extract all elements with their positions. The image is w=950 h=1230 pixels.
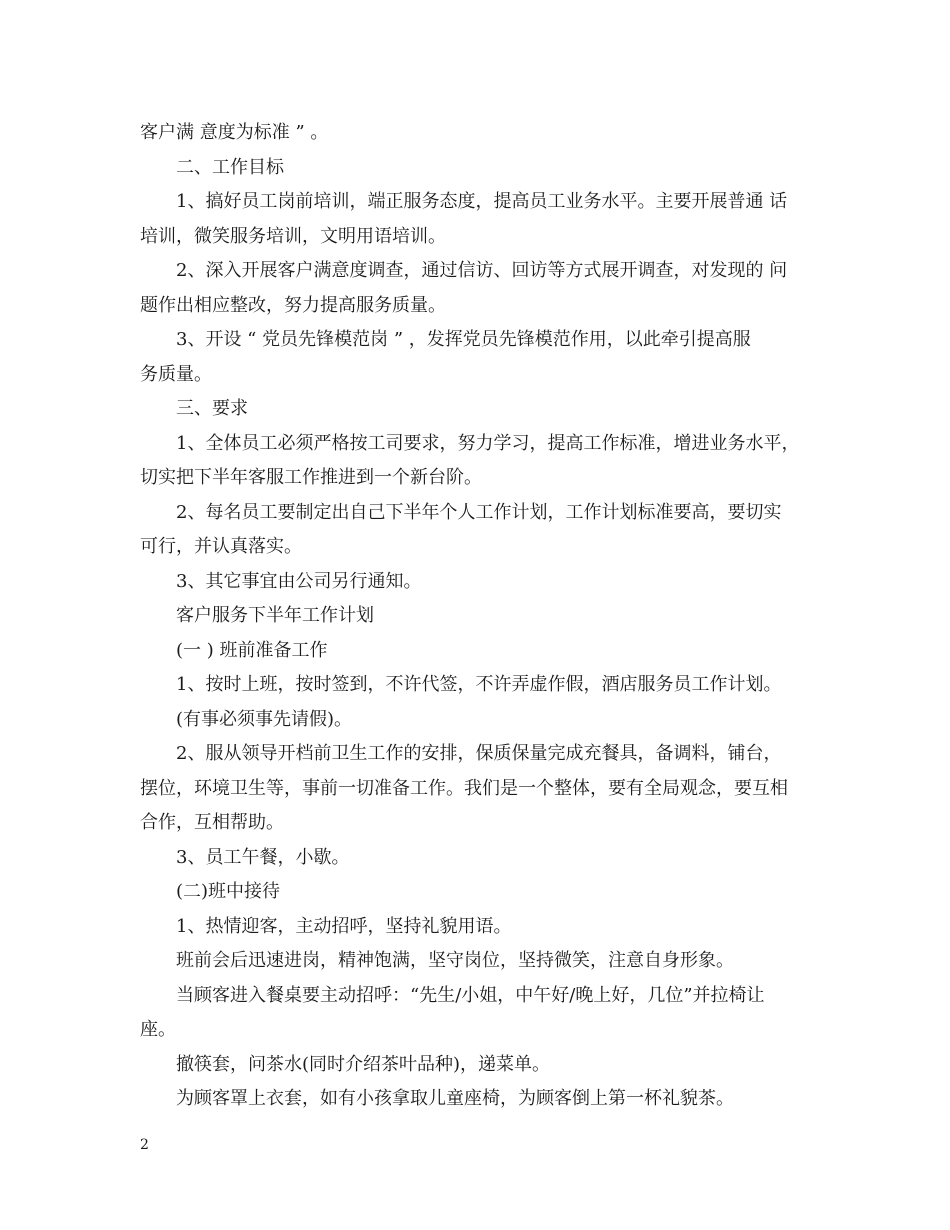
text-line: 2、深入开展客户满意度调查，通过信访、回访等方式展开调查，对发现的 问	[176, 260, 788, 281]
document-body	[140, 116, 812, 1117]
text-line: 1、热情迎客，主动招呼，坚持礼貌用语。	[176, 915, 512, 937]
section-title-plan: 客户服务下半年工作计划	[176, 605, 374, 626]
text-line: 2、每名员工要制定出自己下半年个人工作计划，工作计划标准要高，要切实	[176, 501, 782, 523]
text-line: 3、其它事宜由公司另行通知。	[176, 570, 422, 592]
text-line: 切实把下半年客服工作推进到一个新台阶。	[140, 467, 482, 488]
text-line: 可行，并认真落实。	[140, 536, 302, 557]
text-line: 1、搞好员工岗前培训，端正服务态度，提高员工业务水平。主要开展普通 话	[176, 191, 788, 212]
subsection-heading-preparation: (一 ) 班前准备工作	[176, 639, 328, 661]
text-line: 为顾客罩上衣套，如有小孩拿取儿童座椅，为顾客倒上第一杯礼貌茶。	[176, 1088, 734, 1109]
text-line: 3、员工午餐，小歇。	[176, 846, 350, 868]
subsection-heading-reception: (二)班中接待	[176, 881, 281, 902]
text-line: 摆位，环境卫生等，事前一切准备工作。我们是一个整体，要有全局观念，要互相	[140, 777, 788, 799]
text-line: 培训，微笑服务培训，文明用语培训。	[140, 225, 446, 247]
section-heading-requirements: 三、要求	[176, 398, 248, 419]
text-line: 3、开设 “ 党员先锋模范岗 ” ，发挥党员先锋模范作用，以此牵引提高服	[176, 329, 751, 350]
text-line: 2、服从领导开档前卫生工作的安排，保质保量完成充餐具，备调料，铺台，	[176, 743, 782, 764]
page-number: 2	[140, 1137, 149, 1153]
text-line: 客户满 意度为标准 ” 。	[140, 122, 329, 143]
text-line: 班前会后迅速进岗，精神饱满，坚守岗位，坚持微笑，注意自身形象。	[176, 950, 734, 971]
text-line: 座。	[140, 1019, 176, 1040]
text-line: (有事必须事先请假)。	[176, 708, 353, 730]
text-line: 务质量。	[140, 363, 212, 385]
text-line: 当顾客进入餐桌要主动招呼：“先生/小姐，中午好/晚上好，几位”并拉椅让	[176, 984, 765, 1006]
text-line: 1、按时上班，按时签到，不许代签，不许弄虚作假，酒店服务员工作计划。	[176, 674, 782, 695]
text-line: 合作，互相帮助。	[140, 812, 284, 833]
text-line: 题作出相应整改，努力提高服务质量。	[140, 294, 446, 316]
text-line: 1、全体员工必须严格按工司要求，努力学习，提高工作标准，增进业务水平，	[176, 432, 800, 454]
section-heading-goals: 二、工作目标	[176, 156, 284, 178]
text-line: 撤筷套，问茶水(同时介绍茶叶品种)，递菜单。	[176, 1053, 551, 1075]
